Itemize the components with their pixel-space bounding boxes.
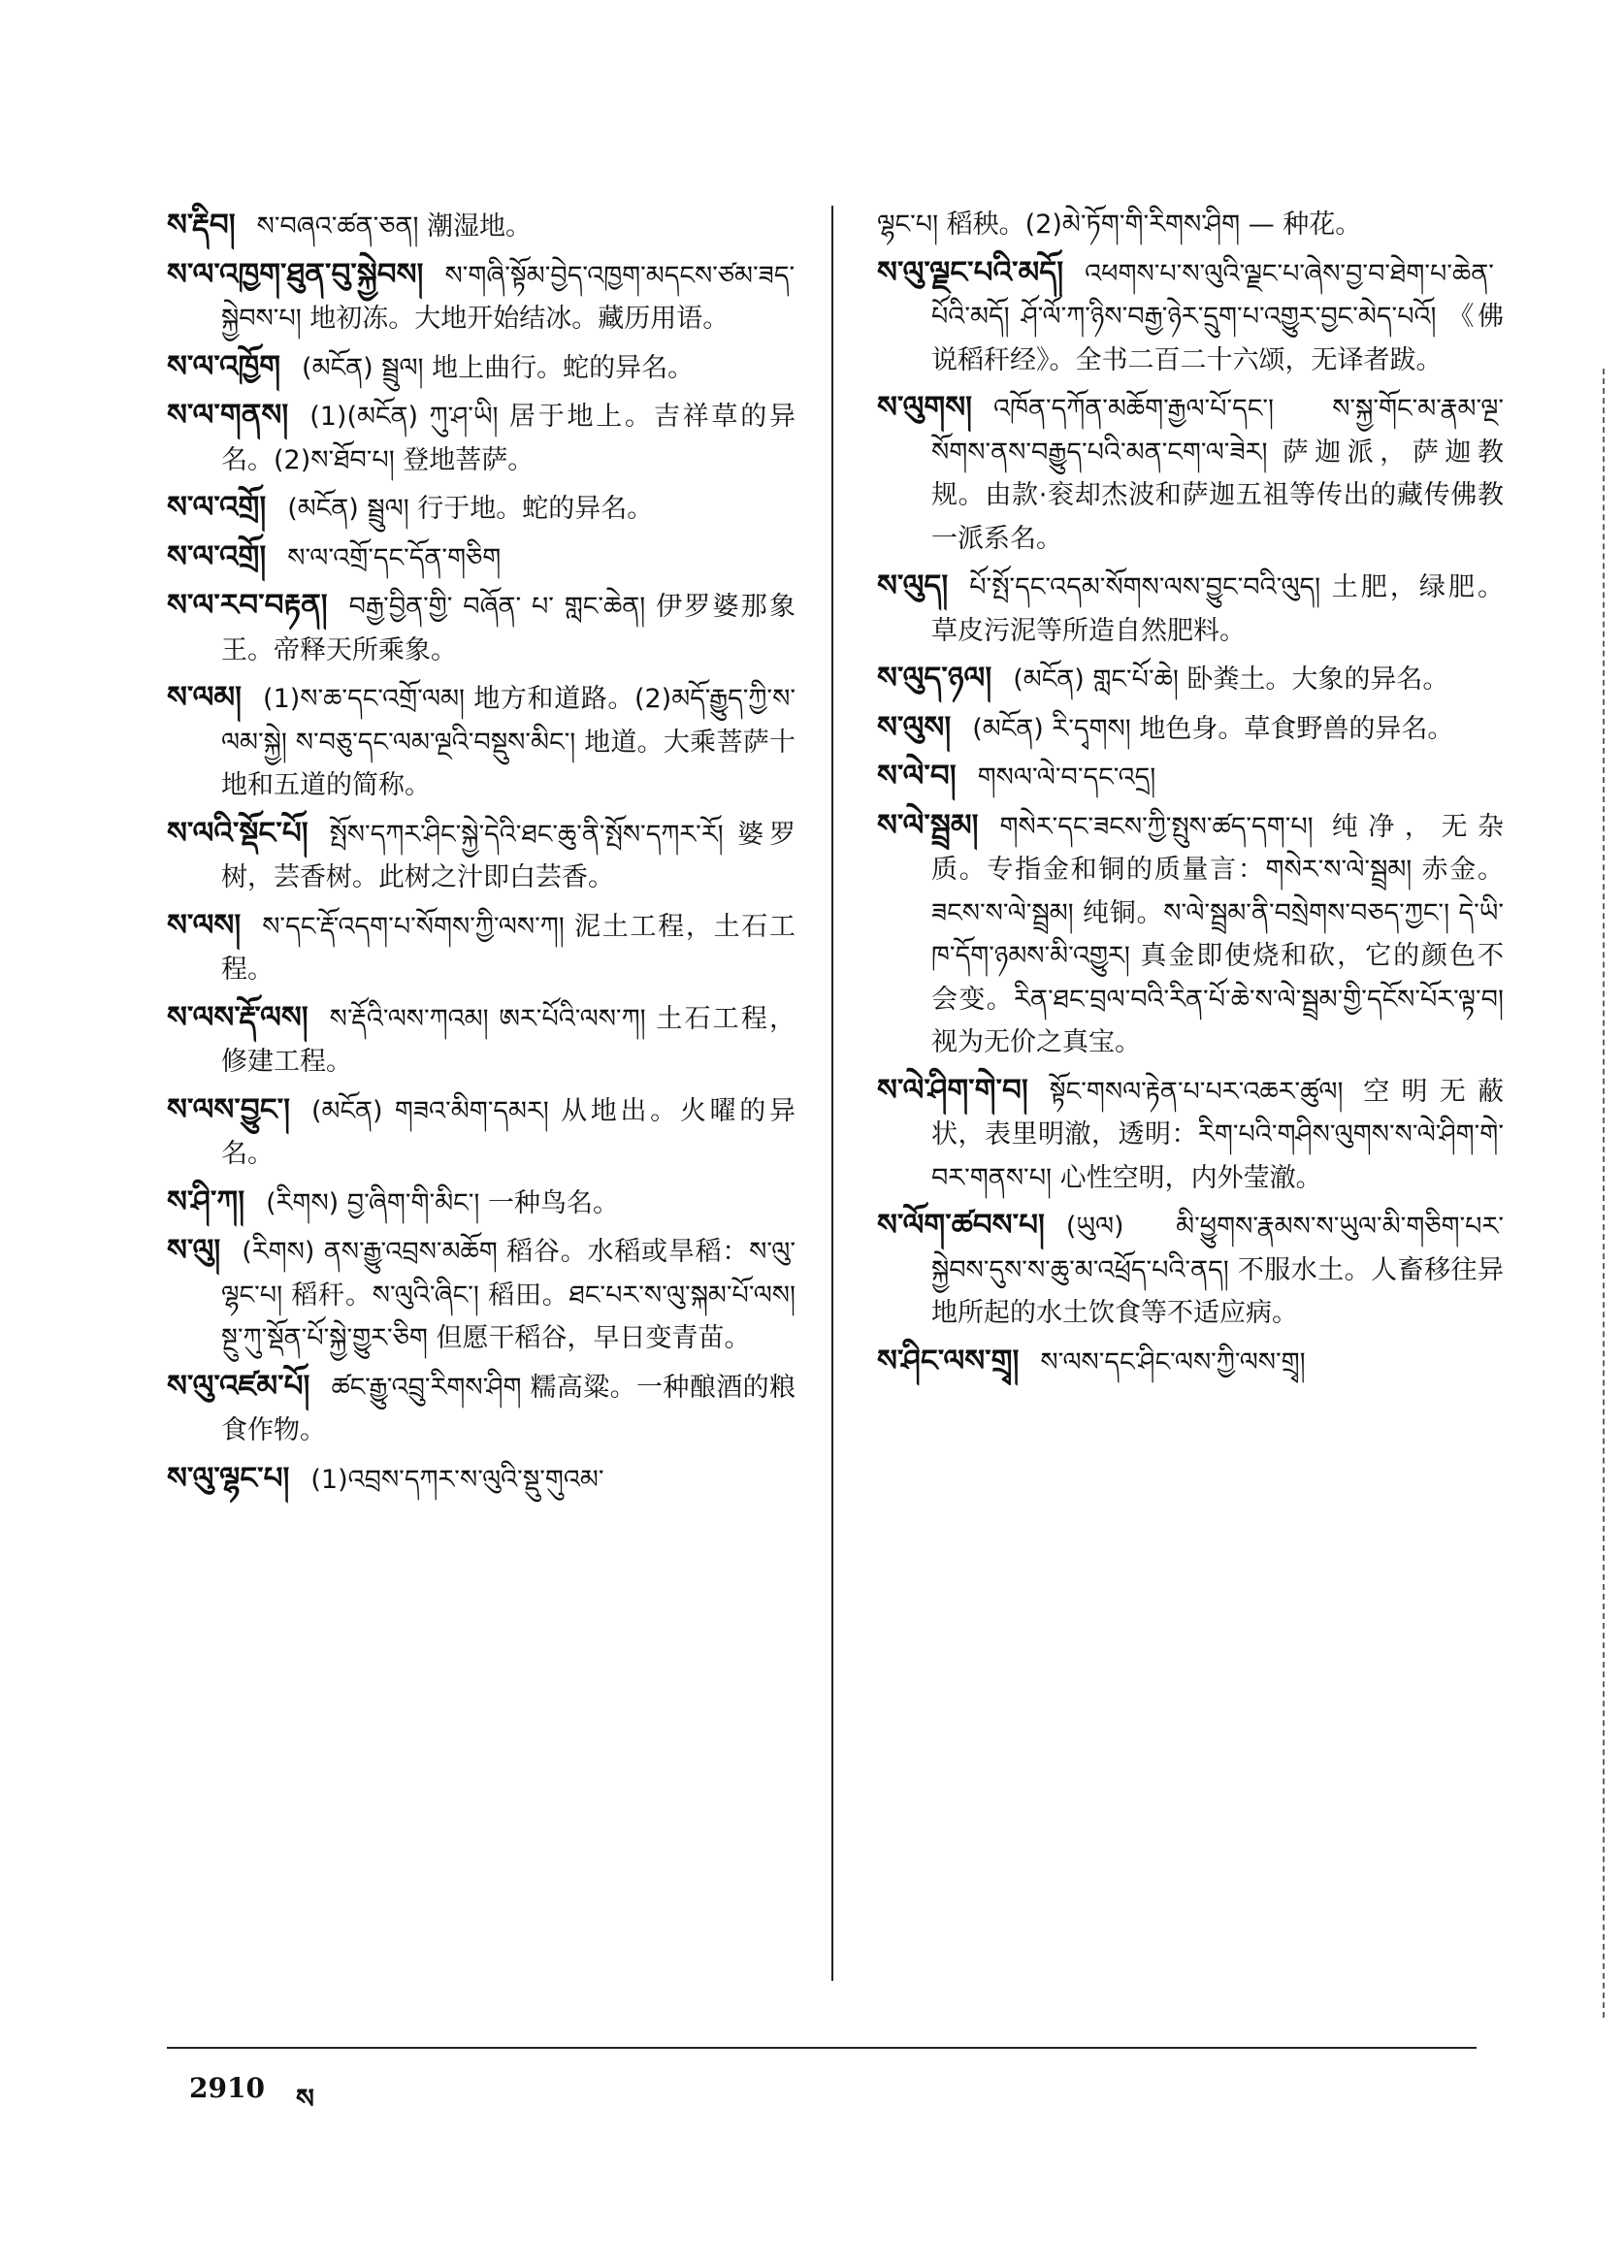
dictionary-entry xyxy=(167,1457,796,1503)
entry-headword: ས་ལོག་ཚབས་པ། xyxy=(877,1208,1045,1243)
entry-definition: (མངོན) སྦྲུལ། 地上曲行。蛇的异名。 xyxy=(302,352,695,383)
entry-headword: ས་ལས། xyxy=(167,907,242,943)
entry-headword: ས་ཤི་ཀ། xyxy=(167,1183,245,1219)
dictionary-entry xyxy=(167,812,796,900)
entry-headword: ས་ལུས། xyxy=(877,709,952,745)
dictionary-entry xyxy=(167,676,796,808)
dictionary-entry xyxy=(877,386,1504,561)
dictionary-entry xyxy=(167,996,796,1085)
entry-headword: ས་ལས་བྱུང་། xyxy=(167,1091,290,1127)
dictionary-entry xyxy=(877,251,1504,383)
entry-definition: ས་རྡོའི་ལས་ཀའམ། ཨར་པོའི་ལས་ཀ། 土石工程，修建工程。 xyxy=(221,1003,796,1077)
entry-headword: ས་ལའི་སྡོང་པོ། xyxy=(167,815,309,851)
entry-definition: སྤོས་དཀར་ཤིང་སྐྱེ་དེའི་ཐང་ཆུ་ནི་སྤོས་དཀར་རོ། 婆罗树，芸香树。此树之汁即白芸香。 xyxy=(221,819,796,892)
entry-definition: གསལ་ལེ་བ་དང་འདྲ། xyxy=(977,762,1156,793)
entry-definition: (རིགས) བྱ་ཞིག་གི་མིང་། 一种鸟名。 xyxy=(266,1187,619,1218)
entry-definition: ཚང་རྒྱུ་འབྲུ་རིགས་ཤིག 糯高粱。一种酿酒的粮食作物。 xyxy=(221,1372,796,1445)
entry-headword: ས་ལེ་བ། xyxy=(877,759,957,794)
dictionary-entry xyxy=(167,394,796,482)
entry-definition: བརྒྱ་བྱིན་གྱི་ བཞོན་ པ་ གླང་ཆེན། 伊罗婆那象王。帝释天所乘象。 xyxy=(221,592,796,665)
dictionary-entry xyxy=(167,204,796,249)
entry-definition: སྟོང་གསལ་རྟེན་པ་པར་འཆར་ཚུལ། 空明无蔽状，表里明澈，透明：རིག་པའི་གཤིས་ལུགས་ས་ལེ་ཤིག་གེ་བར་གནས་པ། 心性空明，内外莹澈。 xyxy=(931,1076,1504,1193)
dictionary-entry xyxy=(877,657,1504,702)
page-number: 2910 xyxy=(189,2072,265,2104)
dictionary-entry xyxy=(877,755,1504,800)
entry-definition: གསེར་དང་ཟངས་ཀྱི་སྤུས་ཚད་དག་པ། 纯净，无杂质。专指金和铜的质量言：གསེར་ས་ལེ་སྦྲམ། 赤金。ཟངས་ས་ལེ་སྦྲམ། 纯铜。ས་ལེ་སྦྲམ་ནི་བསྲེགས་བཅད་ཀྱང་། དེ་ཡི་ཁ་དོག་ཉམས་མི་འགྱུར། 真金即使烧和砍，它的颜色不会变。རིན་ཐང་བྲལ་བའི་རིན་པོ་ཆེ་ས་ལེ་སྦྲམ་གྱི་དངོས་པོར་ལྟ་བ། 视为无价之真宝。 xyxy=(931,811,1504,1057)
entry-definition: ལྷང་པ། 稻秧。(2)མེ་ཏོག་གི་རིགས་ཤིག — 种花。 xyxy=(877,210,1362,240)
entry-definition: འཕགས་པ་ས་ལུའི་ལྗང་པ་ཞེས་བྱ་བ་ཐེག་པ་ཆེན་པོའི་མདོ། ཤོ་ལོ་ཀ་ཉིས་བརྒྱ་ཉེར་དྲུག་པ་འགྱུར་བྱང་མེད་པའོ། 《佛说稻秆经》。全书二百二十六颂，无译者跋。 xyxy=(931,258,1504,375)
entry-headword: ས་ལུད། xyxy=(877,568,949,603)
dictionary-entry xyxy=(167,1229,796,1361)
page-letter: ས xyxy=(296,2083,314,2115)
footer-rule xyxy=(167,2047,1477,2049)
column-divider xyxy=(831,206,833,1981)
edge-marks xyxy=(1603,369,1610,2018)
entry-definition: འཁོན་དཀོན་མཆོག་རྒྱལ་པོ་དང་། ས་སྐྱ་གོང་མ་རྣམ་ལྔ་སོགས་ནས་བརྒྱུད་པའི་མན་ངག་ལ་ཟེར། 萨迦派，萨迦教规。由款·衮却杰波和萨迦五祖等传出的藏传佛教一派系名。 xyxy=(931,394,1504,554)
entry-definition: ས་གཞི་སྟོམ་བྱེད་འཁྱག་མདངས་ཙམ་ཟད་ སྐྱེབས་པ། 地初冻。大地开始结冰。藏历用语。 xyxy=(221,260,796,334)
dictionary-entry xyxy=(877,804,1504,1065)
entry-headword: ས་ལ་འགྲོ། xyxy=(167,538,267,574)
entry-headword: ས་ལམ། xyxy=(167,680,243,715)
dictionary-entry xyxy=(167,535,796,581)
entry-definition: (མངོན) གཟའ་མིག་དམར། 从地出。火曜的异名。 xyxy=(221,1095,796,1169)
entry-headword: ས་ལུ། xyxy=(167,1233,221,1268)
entry-definition: (མངོན) རི་དྭགས། 地色身。草食野兽的异名。 xyxy=(972,713,1454,744)
dictionary-entry xyxy=(877,565,1504,653)
dictionary-entry xyxy=(877,1204,1504,1336)
dictionary-entry xyxy=(167,904,796,992)
entry-definition: (1)འབྲས་དཀར་ས་ལུའི་སྡུ་གུའམ་ xyxy=(310,1464,604,1495)
entry-headword: ས་ལུ་འཛམ་པོ། xyxy=(167,1368,310,1404)
dictionary-entry xyxy=(877,1340,1504,1385)
entry-definition: (མངོན) སྦྲུལ། 行于地。蛇的异名。 xyxy=(287,494,654,524)
dictionary-entry xyxy=(167,1365,796,1453)
entry-headword: ས་ལ་གནས། xyxy=(167,398,289,433)
entry-headword: ས་ལུ་ལྗང་པའི་མདོ། xyxy=(877,254,1064,290)
entry-headword: ས་ཤིང་ལས་གྲྭ། xyxy=(877,1343,1020,1378)
dictionary-entry xyxy=(167,1181,796,1226)
entry-headword: ས་ལ་རབ་བརྟན། xyxy=(167,588,328,623)
entry-definition: (1)(མངོན) ཀུ་ཤ་ཡི། 居于地上。吉祥草的异名。(2)ས་ཐོབ་པ། 登地菩萨。 xyxy=(221,402,796,475)
entry-headword: ས་ལུ་ལྷང་པ། xyxy=(167,1460,290,1496)
left-column xyxy=(167,204,796,1506)
dictionary-entry xyxy=(877,706,1504,752)
entry-headword: ས་ལས་རྡོ་ལས། xyxy=(167,999,309,1035)
dictionary-entry xyxy=(167,584,796,672)
entry-definition: པོ་སྤོ་དང་འདམ་སོགས་ལས་བྱུང་བའི་ལུད། 土肥，绿肥。草皮污泥等所造自然肥料。 xyxy=(931,572,1504,646)
entry-definition: (རིགས) ནས་རྒྱུ་འབྲས་མཆོག 稻谷。水稻或旱稻：ས་ལུ་ལྷང་པ། 稻秆。ས་ལུའི་ཞིང་། 稻田。ཐང་པར་ས་ལུ་སྐམ་པོ་ལས། སྔུ་ཀུ་སྡོན་པོ་སྐྱེ་གྱུར་ཅིག 但愿干稻谷，早日变青苗。 xyxy=(221,1237,796,1353)
entry-definition: ས་ལ་འགྲོ་དང་དོན་གཅིག xyxy=(287,542,502,573)
right-column xyxy=(877,204,1504,1388)
entry-definition: ས་བཞའ་ཚན་ཅན། 潮湿地。 xyxy=(256,211,533,242)
entry-headword: ས་ལ་འཁྱག་ཐུན་བུ་སྐྱེབས། xyxy=(167,256,424,292)
dictionary-entry xyxy=(167,1088,796,1177)
entry-headword: ས་ལུགས། xyxy=(877,390,973,425)
entry-headword: ས་རྡིབ། xyxy=(167,208,236,243)
entry-headword: ས་ལ་འཁྱོག xyxy=(167,348,281,384)
dictionary-entry xyxy=(877,204,1504,247)
entry-definition: (1)ས་ཆ་དང་འགྲོ་ལམ། 地方和道路。(2)མདོ་རྒྱུད་ཀྱི་ས་ལམ་སྐྱེ། ས་བཅུ་དང་ལམ་ལྔའི་བསྡུས་མིང་། 地道。大乘菩萨十地和五道的简称。 xyxy=(221,684,796,800)
dictionary-entry xyxy=(167,486,796,532)
entry-definition: ས་དང་རྡོ་འདག་པ་སོགས་ཀྱི་ལས་ཀ། 泥土工程，土石工程。 xyxy=(221,911,796,985)
entry-definition: (ཡུལ) མི་ཕྱུགས་རྣམས་ས་ཡུལ་མི་གཅིག་པར་སྐྱེབས་དུས་ས་ཆུ་མ་འཕྲོད་པའི་ནད། 不服水土。人畜移往异地所起的水土饮食等不适应病。 xyxy=(931,1212,1504,1328)
dictionary-entry xyxy=(167,253,796,341)
entry-definition: (མངོན) གླང་པོ་ཆེ། 卧粪土。大象的异名。 xyxy=(1013,664,1449,695)
entry-headword: ས་ལེ་ཤིག་གེ་བ། xyxy=(877,1072,1028,1108)
entry-definition: ས་ལས་དང་ཤིང་ལས་ཀྱི་ལས་གྲྭ། xyxy=(1040,1346,1306,1377)
entry-headword: ས་ལ་འགྲོ། xyxy=(167,490,267,525)
dictionary-entry xyxy=(877,1069,1504,1201)
entry-headword: ས་ལེ་སྦྲམ། xyxy=(877,807,979,843)
dictionary-entry xyxy=(167,345,796,391)
entry-headword: ས་ལུད་ཉལ། xyxy=(877,661,992,696)
